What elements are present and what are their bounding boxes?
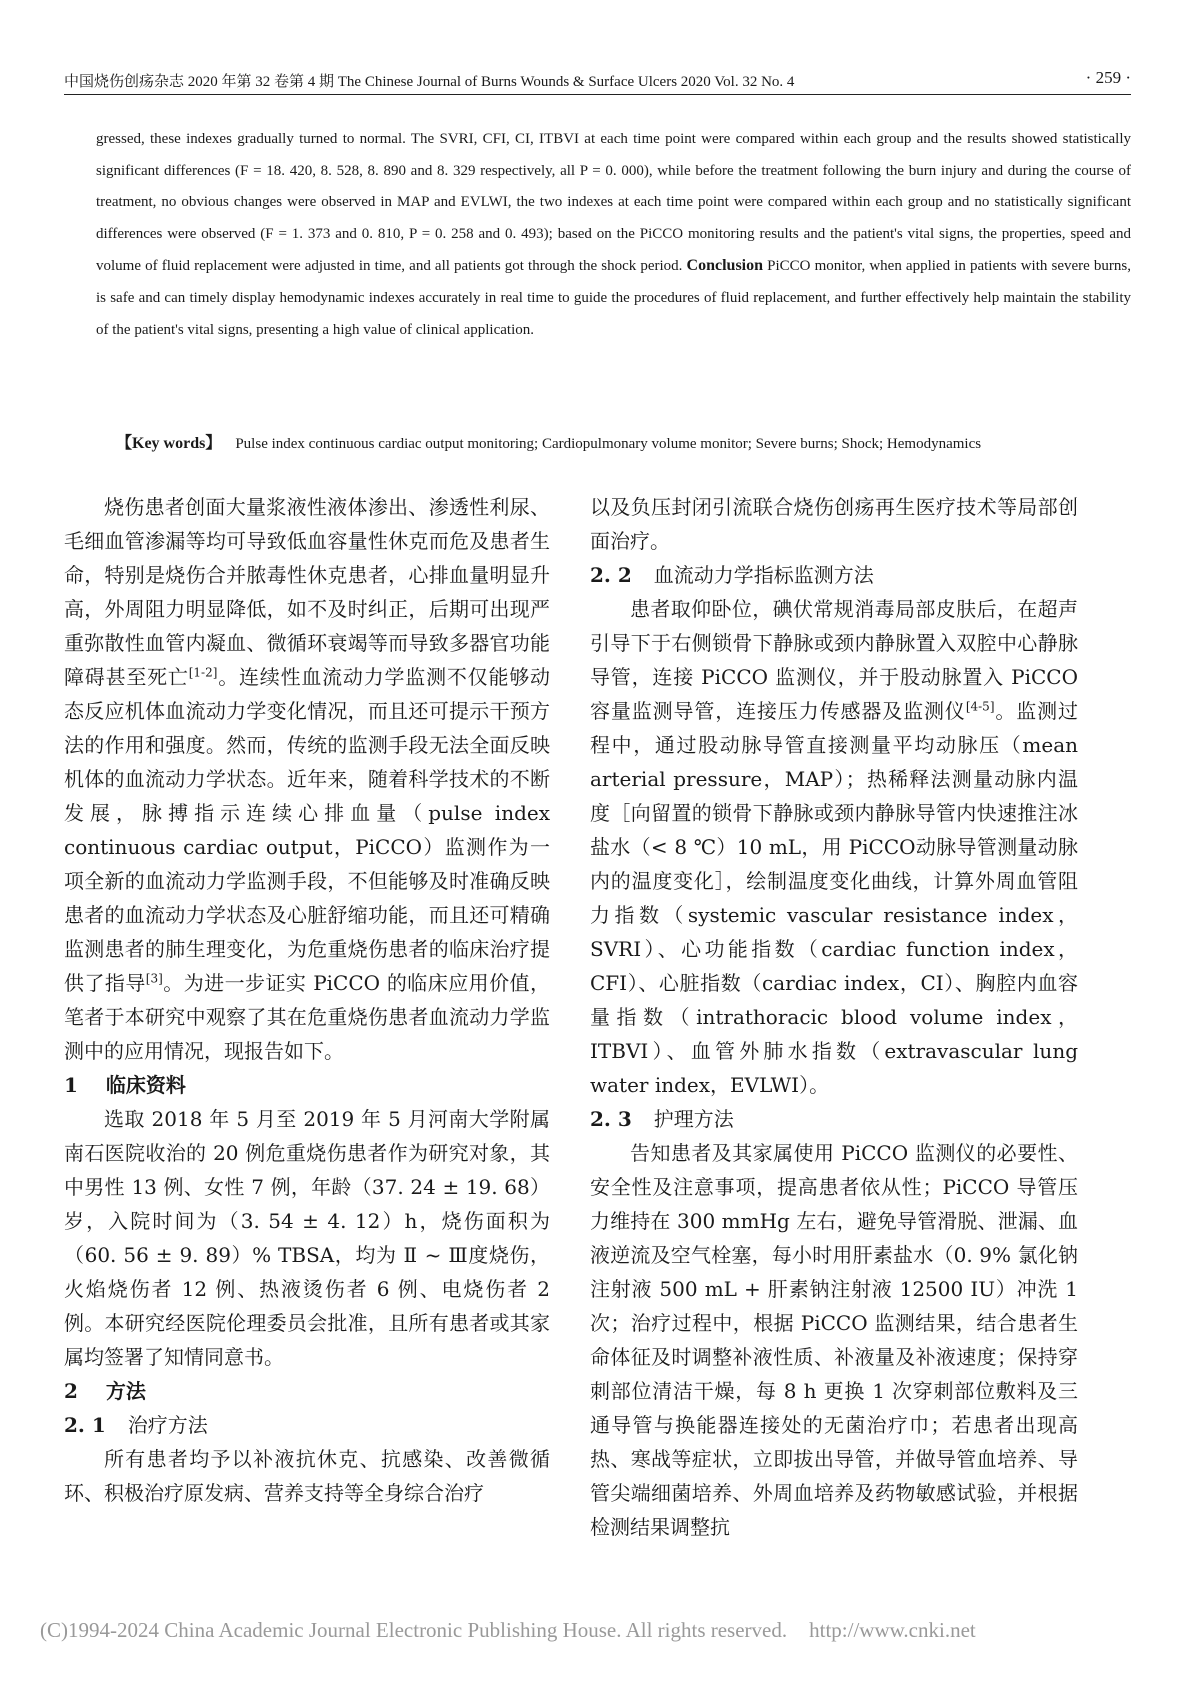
section-title: 临床资料 <box>105 1073 186 1097</box>
monitoring-text-1: 患者取仰卧位，碘伏常规消毒局部皮肤后，在超声引导下于右侧锁骨下静脉或颈内静脉置入双腔中心静脉导管，连接 PiCCO 监测仪，并于股动脉置入 PiCCO 容量监测导管，连接压力传感器及监测仪 <box>590 597 1078 723</box>
section-title: 方法 <box>105 1379 146 1403</box>
copyright-text: (C)1994-2024 China Academic Journal Electronic Publishing House. All rights reserved. <box>40 1618 788 1642</box>
subsection-number: 2. 3 <box>590 1107 632 1131</box>
subsection-title: 护理方法 <box>653 1107 734 1131</box>
conclusion-label: Conclusion <box>686 257 764 275</box>
header-rule <box>64 94 1131 95</box>
abstract-text: gressed, these indexes gradually turned to normal. The SVRI, CFI, CI, ITBVI at each time point were compared within each group and the results showed statistically significant differences (F = 18. 420, 8. 528, 8. 890 and 8. 329 respectively, all P = 0. 000), while before the treatment following the burn injury and during the course of treatment, no obvious changes were observed in MAP and EVLWI, the two indexes at each time point were compared within each group and no statistically significant differences were observed (F = 1. 373 and 0. 810, P = 0. 258 and 0. 493); based on the PiCCO monitoring results and the patient's vital signs, the properties, speed and volume of fluid replacement were adjusted in time, and all patients got through the shock period. <box>96 131 1131 275</box>
footer-url[interactable]: http://www.cnki.net <box>809 1618 976 1642</box>
intro-text-2: 。连续性血流动力学监测不仅能够动态反应机体血流动力学变化情况，而且还可提示干预方法的作用和强度。然而，传统的监测手段无法全面反映机体的血流动力学状态。近年来，随着科学技术的不断发展，脉搏指示连续心排血量（pulse index continuous cardiac output，PiCCO）监测作为一项全新的血流动力学监测手段，不但能够及时准确反映患者的血流动力学状态及心脏舒缩功能，而且还可精确监测患者的肺生理变化，为危重烧伤患者的临床治疗提供了指导 <box>64 665 551 995</box>
citation: [4-5] <box>965 699 995 714</box>
monitoring-text-2: 。监测过程中，通过股动脉导管直接测量平均动脉压（mean arterial pressure，MAP）；热稀释法测量动脉内温度［向留置的锁骨下静脉或颈内静脉导管内快速推注冰盐水（< 8 ℃）10 mL，用 PiCCO动脉导管测量动脉内的温度变化］，绘制温度变化曲线，计算外周血管阻力指数（systemic vascular resistance index，SVRI）、心功能指数（cardiac function index，CFI）、心脏指数（cardiac index，CI）、胸腔内血容量指数（intrathoracic blood volume index，ITBVI）、血管外肺水指数（extravascular lung water index，EVLWI）。 <box>590 699 1079 1097</box>
running-header <box>64 68 1131 94</box>
page-number: · 259 · <box>1085 68 1131 87</box>
section-number: 2 <box>64 1379 78 1403</box>
left-column <box>64 490 550 1510</box>
keywords-label: 【Key words】 <box>116 435 222 452</box>
subsection-number: 2. 1 <box>64 1413 106 1437</box>
treatment-paragraph: 所有患者均予以补液抗休克、抗感染、改善微循环、积极治疗原发病、营养支持等全身综合治疗 <box>64 1447 550 1505</box>
citation: [1-2] <box>188 665 218 680</box>
subsection-title: 血流动力学指标监测方法 <box>653 563 874 587</box>
keywords-text: Pulse index continuous cardiac output monitoring; Cardiopulmonary volume monitor; Severe burns; Shock; Hemodynamics <box>235 436 982 452</box>
intro-text-1: 烧伤患者创面大量浆液性液体渗出、渗透性利尿、毛细血管渗漏等均可导致低血容量性休克而危及患者生命，特别是烧伤合并脓毒性休克患者，心排血量明显升高，外周阻力明显降低，如不及时纠正，后期可出现严重弥散性血管内凝血、微循环衰竭等而导致多器官功能障碍甚至死亡 <box>64 495 550 689</box>
section-heading-1 <box>64 1068 550 1102</box>
treatment-paragraph-continued: 以及负压封闭引流联合烧伤创疡再生医疗技术等局部创面治疗。 <box>590 495 1078 553</box>
abstract-continuation <box>96 124 1131 346</box>
section-number: 1 <box>64 1073 78 1097</box>
right-column <box>590 490 1078 1544</box>
citation: [3] <box>145 971 163 986</box>
subsection-heading-2-3 <box>590 1102 1078 1136</box>
intro-paragraph <box>64 490 550 1068</box>
clinical-data-paragraph: 选取 2018 年 5 月至 2019 年 5 月河南大学附属南石医院收治的 20 例危重烧伤患者作为研究对象，其中男性 13 例、女性 7 例，年龄（37. 24 ± 19. 68）岁，入院时间为（3. 54 ± 4. 12）h，烧伤面积为（60. 56 ± 9. 89）% TBSA，均为 Ⅱ ~ Ⅲ度烧伤，火焰烧伤者 12 例、热液烫伤者 6 例、电烧伤者 2 例。本研究经医院伦理委员会批准，且所有患者或其家属均签署了知情同意书。 <box>64 1107 550 1369</box>
nursing-paragraph: 告知患者及其家属使用 PiCCO 监测仪的必要性、安全性及注意事项，提高患者依从性；PiCCO 导管压力维持在 300 mmHg 左右，避免导管滑脱、泄漏、血液逆流及空气栓塞，每小时用肝素盐水（0. 9% 氯化钠注射液 500 mL + 肝素钠注射液 12500 IU）冲洗 1 次；治疗过程中，根据 PiCCO 监测结果，结合患者生命体征及时调整补液性质、补液量及补液速度；保持穿刺部位清洁干燥，每 8 h 更换 1 次穿刺部位敷料及三通导管与换能器连接处的无菌治疗巾；若患者出现高热、寒战等症状，立即拔出导管，并做导管血培养、导管尖端细菌培养、外周血培养及药物敏感试验，并根据检测结果调整抗 <box>590 1141 1078 1539</box>
subsection-heading-2-2 <box>590 558 1078 592</box>
subsection-heading-2-1 <box>64 1408 550 1442</box>
intro-text-3: 。为进一步证实 PiCCO 的临床应用价值，笔者于本研究中观察了其在危重烧伤患者血流动力学监测中的应用情况，现报告如下。 <box>64 971 550 1063</box>
keywords <box>96 428 1131 460</box>
copyright-footer <box>40 1618 1159 1643</box>
monitoring-paragraph <box>590 592 1078 1102</box>
conclusion-text: PiCCO monitor, when applied in patients with severe burns, is safe and can timely display hemodynamic indexes accurately in real time to guide the procedures of fluid replacement, and further effectively help maintain the stability of the patient's vital signs, presenting a high value of clinical application. <box>96 258 1131 338</box>
section-heading-2 <box>64 1374 550 1408</box>
subsection-number: 2. 2 <box>590 563 632 587</box>
subsection-title: 治疗方法 <box>127 1413 208 1437</box>
journal-citation: 中国烧伤创疡杂志 2020 年第 32 卷第 4 期 The Chinese Journal of Burns Wounds & Surface Ulcers 2020 Vol. 32 No. 4 <box>64 74 795 90</box>
